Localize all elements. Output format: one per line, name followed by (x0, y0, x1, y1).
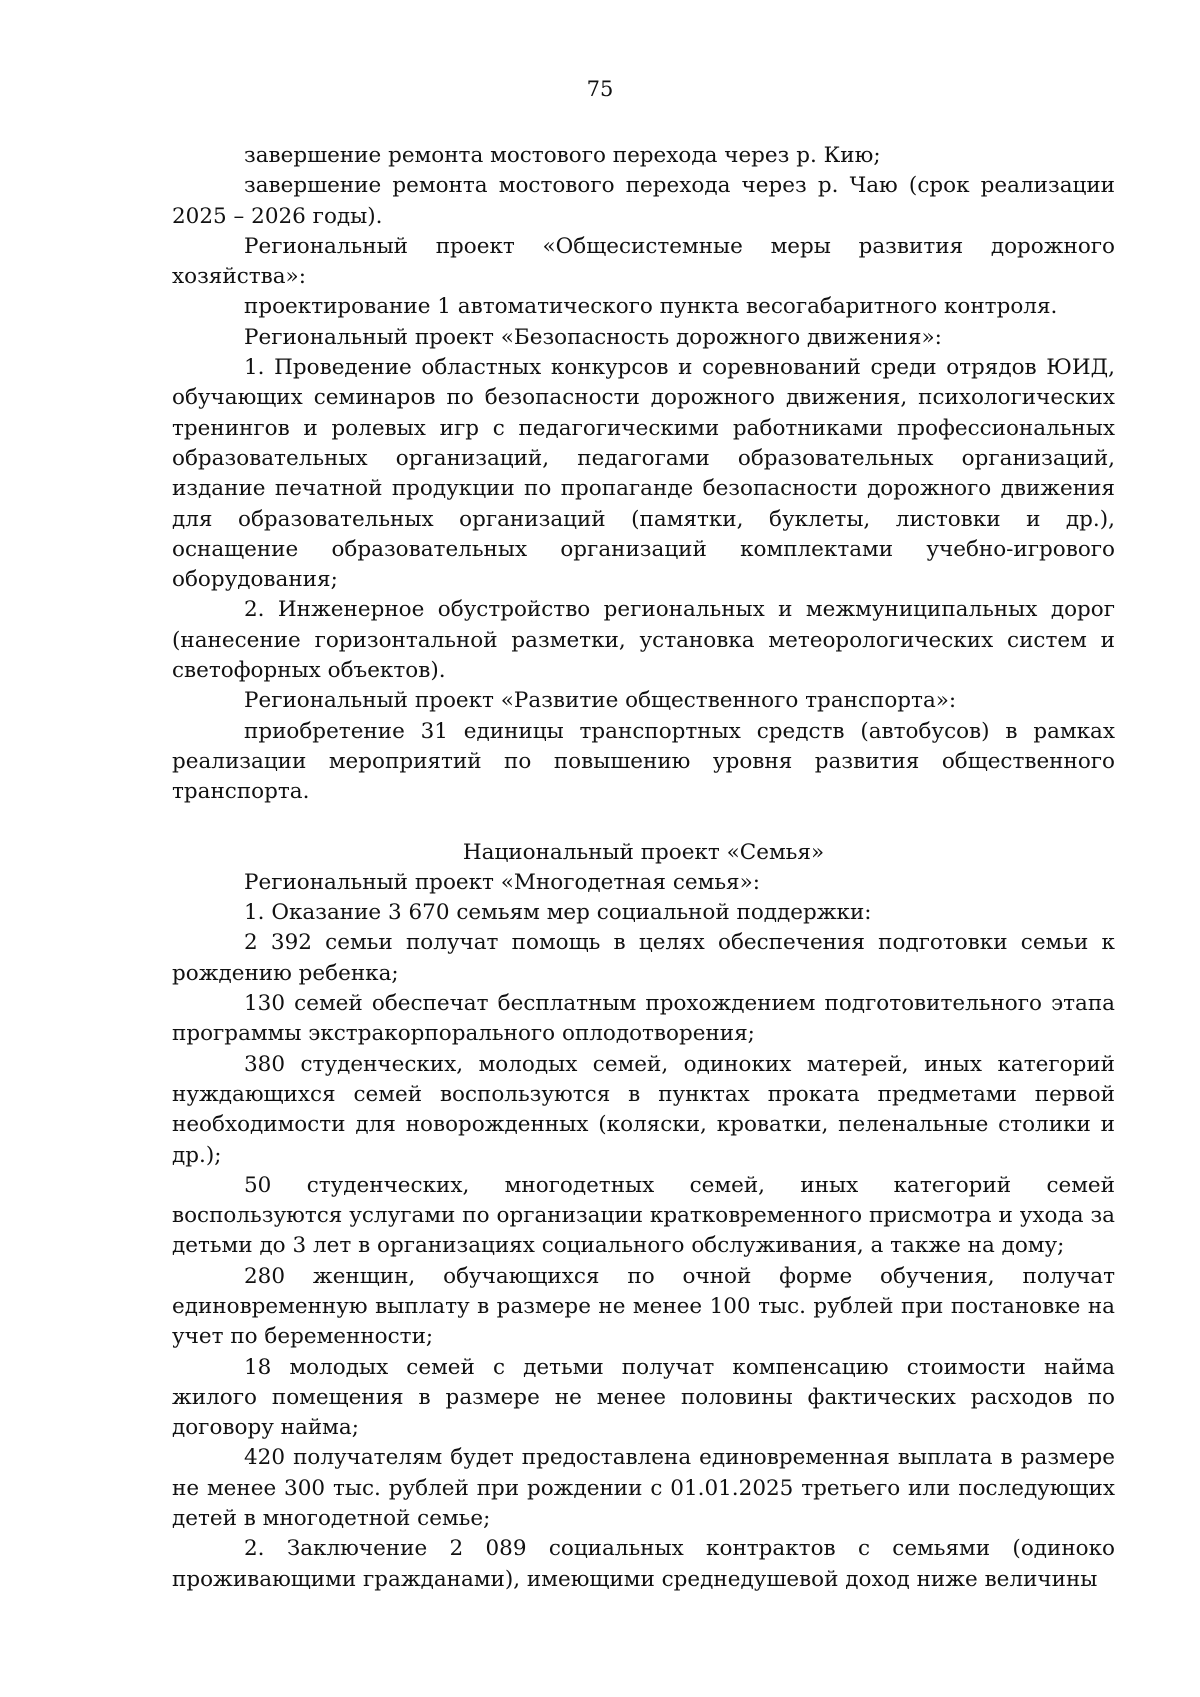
paragraph: 50 студенческих, многодетных семей, иных категорий семей воспользуются услугами по организации кратковременного присмотра и ухода за детьми до 3 лет в организациях социального обслуживания, а также на дому; (172, 1172, 1115, 1259)
paragraph: 2. Заключение 2 089 социальных контрактов с семьями (одиноко проживающими гражданами), имеющими среднедушевой доход ниже величины (172, 1536, 1115, 1592)
paragraph: Региональный проект «Многодетная семья»: (244, 869, 760, 895)
paragraph: Региональный проект «Безопасность дорожного движения»: (244, 324, 942, 350)
paragraph: 18 молодых семей с детьми получат компенсацию стоимости найма жилого помещения в размере не менее половины фактических расходов по договору найма; (172, 1354, 1115, 1441)
paragraph: Региональный проект «Развитие общественного транспорта»: (244, 688, 957, 714)
paragraph: 1. Проведение областных конкурсов и соревнований среди отрядов ЮИД, обучающих семинаров по безопасности дорожного движения, психологических тренингов и ролевых игр с педагогическими работниками профессиональных образовательных организаций, педагогами образовательных организаций, издание печатной продукции по пропаганде безопасности дорожного движения для образовательных организаций (памятки, буклеты, листовки и др.), оснащение образовательных организаций комплектами учебно-игрового оборудования; (172, 355, 1115, 593)
paragraph: завершение ремонта мостового перехода через р. Чаю (срок реализации 2025 – 2026 годы). (172, 173, 1115, 229)
paragraph: 420 получателям будет предоставлена единовременная выплата в размере не менее 300 тыс. рублей при рождении с 01.01.2025 третьего или последующих детей в многодетной семье; (172, 1445, 1115, 1532)
paragraph: 2. Инженерное обустройство региональных и межмуниципальных дорог (нанесение горизонтальной разметки, установка метеорологических систем и светофорных объектов). (172, 597, 1115, 684)
section-heading: Национальный проект «Семья» (462, 839, 825, 865)
paragraph: завершение ремонта мостового перехода через р. Кию; (244, 143, 881, 168)
paragraph: проектирование 1 автоматического пункта весогабаритного контроля. (244, 294, 1058, 320)
paragraph: 130 семей обеспечат бесплатным прохождением подготовительного этапа программы экстракорпорального оплодотворения; (172, 991, 1115, 1047)
paragraph: приобретение 31 единицы транспортных средств (автобусов) в рамках реализации мероприятий по повышению уровня развития общественного транспорта. (172, 718, 1115, 805)
section-spacer (172, 808, 1115, 838)
document-body (172, 141, 1115, 1595)
paragraph: 2 392 семьи получат помощь в целях обеспечения подготовки семьи к рождению ребенка; (172, 930, 1115, 986)
paragraph: 1. Оказание 3 670 семьям мер социальной поддержки: (244, 900, 872, 926)
paragraph: 280 женщин, обучающихся по очной форме обучения, получат единовременную выплату в размере не менее 100 тыс. рублей при постановке на учет по беременности; (172, 1263, 1115, 1350)
paragraph: Региональный проект «Общесистемные меры развития дорожного хозяйства»: (172, 233, 1115, 290)
page-number: 75 (586, 77, 614, 101)
paragraph: 380 студенческих, молодых семей, одиноких матерей, иных категорий нуждающихся семей воспользуются в пунктах проката предметами первой необходимости для новорожденных (коляски, кроватки, пеленальные столики и др.); (172, 1051, 1115, 1168)
